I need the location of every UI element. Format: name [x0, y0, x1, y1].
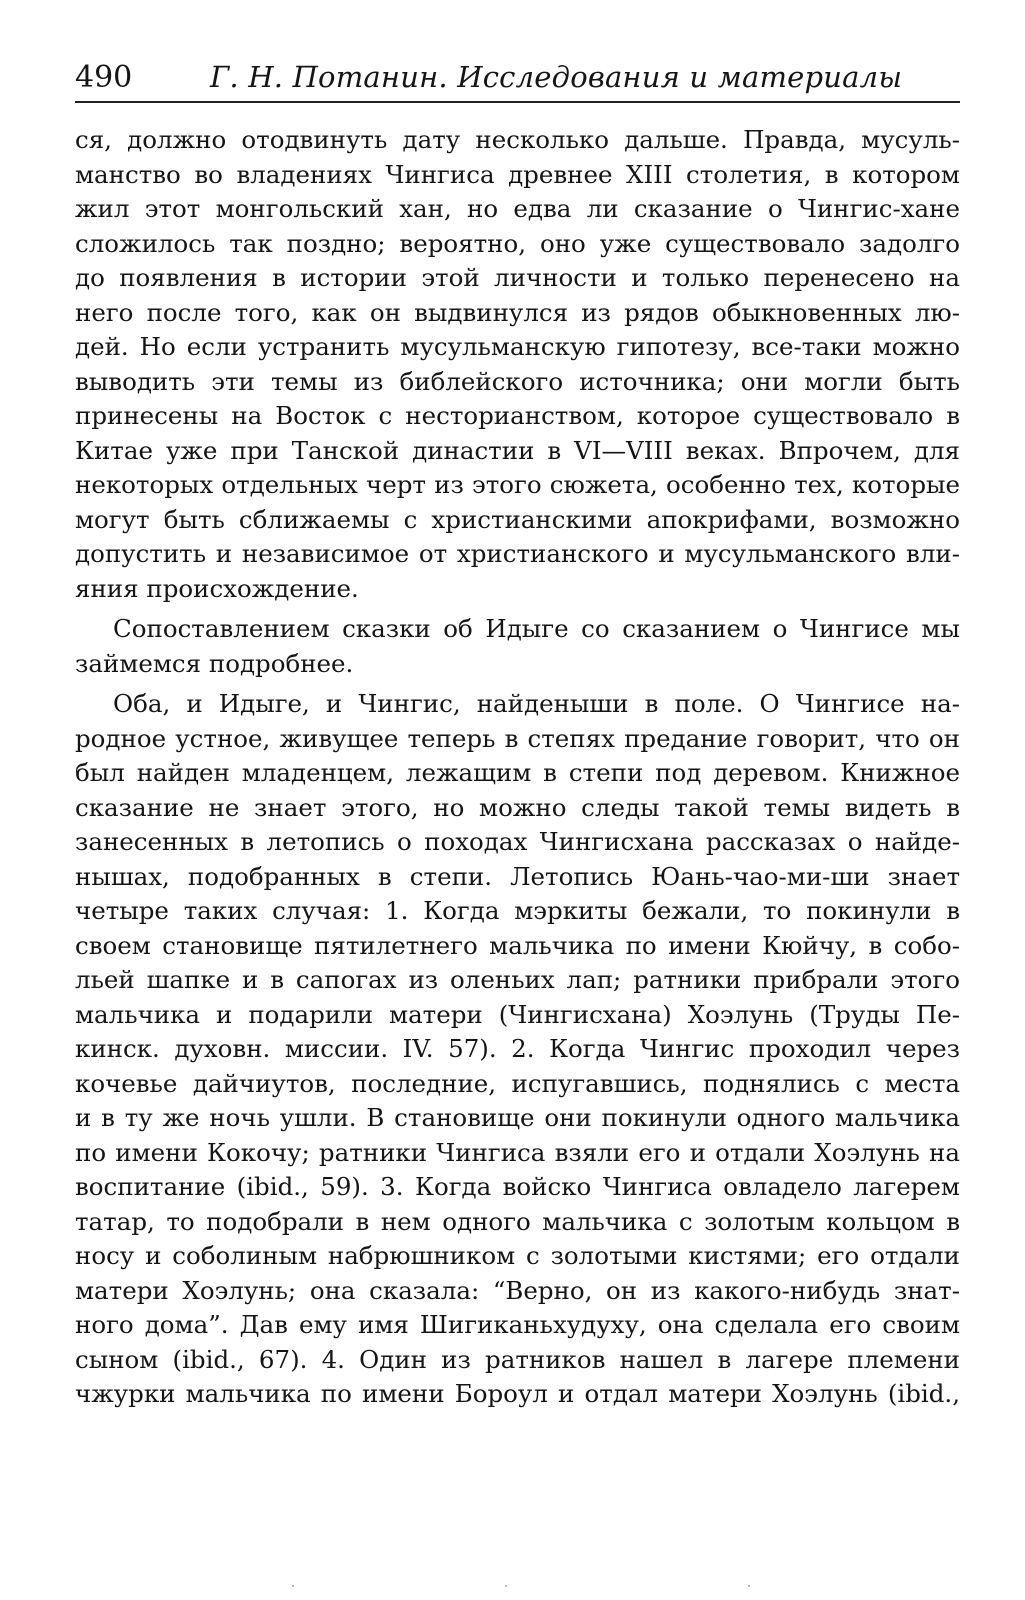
text-line: мальчика и подарили матери (Чингисхана) Хоэлунь (Труды Пе- — [75, 999, 960, 1029]
text-line: могут быть сближаемы с христианскими апокрифами, возможно — [75, 504, 960, 534]
text-line: носу и соболиным набрюшником с золотыми кистями; его отдали — [75, 1241, 960, 1270]
page-header — [75, 60, 960, 103]
text-line: и в ту же ночь ушли. В становище они покинули одного мальчика — [75, 1103, 960, 1132]
text-line: некоторых отдельных черт из этого сюжета, особенно тех, которые — [75, 470, 960, 499]
paragraph-2 — [75, 612, 960, 681]
text-line: сложилось так поздно; вероятно, оно уже существовало задолго — [75, 228, 960, 258]
text-line: Оба, и Идыге, и Чингис, найденыши в поле. О Чингисе на- — [113, 689, 960, 718]
text-line: матери Хоэлунь; она сказала: “Верно, он из какого-нибудь знат- — [75, 1275, 960, 1305]
document-page — [75, 60, 960, 1412]
text-line: жил этот монгольский хан, но едва ли сказание о Чингис-хане — [75, 194, 960, 223]
text-line: манство во владениях Чингиса древнее XIII столетия, в котором — [75, 159, 960, 189]
text-line: по имени Кокочу; ратники Чингиса взяли его и отдали Хоэлунь на — [75, 1137, 960, 1167]
text-line: кинск. духовн. миссии. IV. 57). 2. Когда Чингис проходил через — [75, 1034, 960, 1063]
running-title: Г. Н. Потанин. Исследования и материалы — [210, 60, 903, 94]
text-line: Китае уже при Танской династии в VI—VIII веках. Впрочем, для — [75, 435, 960, 465]
text-line: сказание не знает этого, но можно следы такой темы видеть в — [75, 792, 960, 822]
text-line: льей шапке и в сапогах из оленьих лап; ратники прибрали этого — [75, 965, 960, 994]
scan-speck — [292, 1585, 294, 1587]
text-line: дей. Но если устранить мусульманскую гипотезу, все-таки можно — [75, 332, 960, 361]
text-line: татар, то подобрали в нем одного мальчика с золотым кольцом в — [75, 1206, 960, 1236]
text-line: чжурки мальчика по имени Бороул и отдал матери Хоэлунь (ibid., — [75, 1379, 960, 1408]
text-line: допустить и независимое от христианского и мусульманского вли- — [75, 539, 960, 568]
text-line: сыном (ibid., 67). 4. Один из ратников нашел в лагере племени — [75, 1344, 960, 1374]
text-line: кочевье дайчиутов, последние, испугавшись, поднялись с места — [75, 1068, 960, 1098]
scan-speck — [748, 1585, 750, 1587]
text-line: нышах, подобранных в степи. Летопись Юань-чао-ми-ши знает — [75, 861, 960, 891]
text-line: своем становище пятилетнего мальчика по имени Кюйчу, в собо- — [75, 930, 960, 960]
text-line: родное устное, живущее теперь в степях предание говорит, что он — [75, 723, 960, 753]
text-line: принесены на Восток с несторианством, которое существовало в — [75, 401, 960, 430]
text-line: яния происхождение. — [75, 573, 359, 603]
text-line: ного дома”. Дав ему имя Шигиканьхудуху, она сделала его своим — [75, 1310, 960, 1339]
text-line: него после того, как он выдвинулся из рядов обыкновенных лю- — [75, 297, 960, 327]
page-number: 490 — [75, 60, 133, 95]
text-line: ся, должно отодвинуть дату несколько дальше. Правда, мусуль- — [75, 125, 960, 154]
paragraph-3 — [75, 687, 960, 1412]
text-line: был найден младенцем, лежащим в степи под деревом. Книжное — [75, 758, 960, 787]
text-line: до появления в истории этой личности и только перенесено на — [75, 263, 960, 292]
text-line: воспитание (ibid., 59). 3. Когда войско Чингиса овладело лагерем — [75, 1172, 960, 1201]
scan-speck — [505, 1585, 507, 1587]
text-line: выводить эти темы из библейского источника; они могли быть — [75, 366, 960, 396]
text-line: Сопоставлением сказки об Идыге со сказанием о Чингисе мы — [113, 614, 960, 643]
paragraph-1 — [75, 123, 960, 606]
text-line: займемся подробнее. — [75, 648, 354, 678]
text-line: четыре таких случая: 1. Когда мэркиты бежали, то покинули в — [75, 896, 960, 925]
body-text — [75, 123, 960, 1412]
text-line: занесенных в летопись о походах Чингисхана рассказах о найде- — [75, 827, 960, 856]
